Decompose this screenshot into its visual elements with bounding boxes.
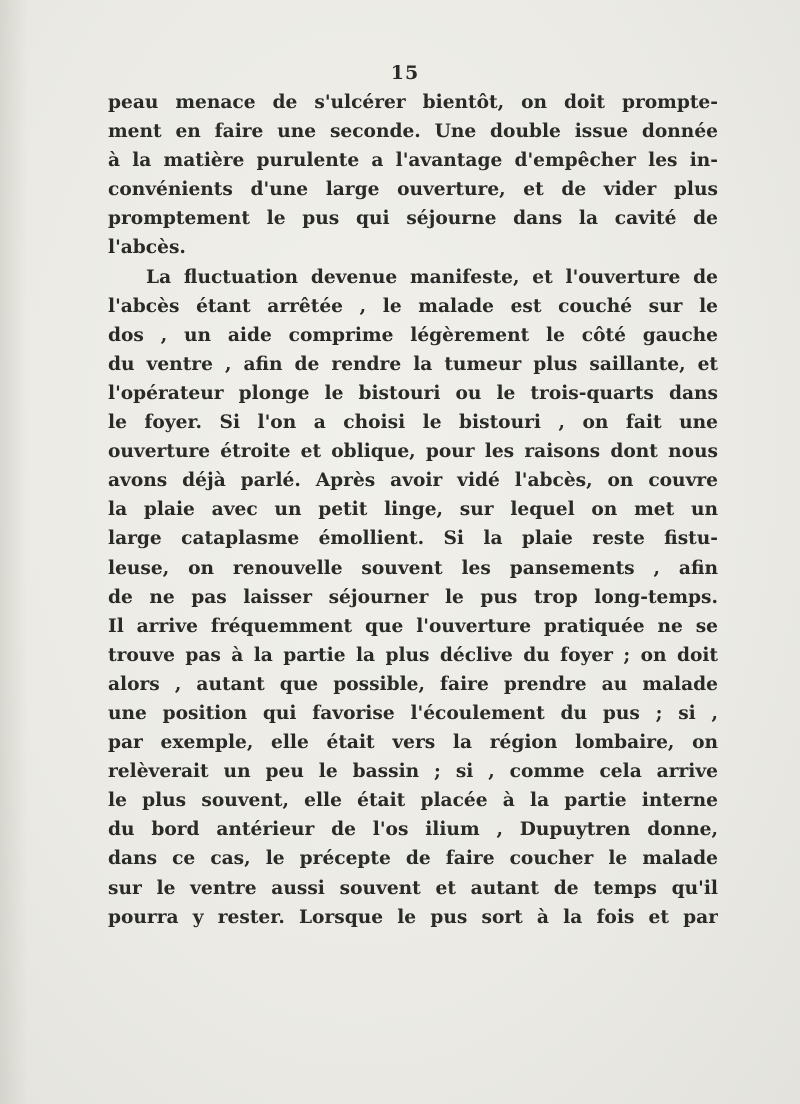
text-line: de ne pas laisser séjourner le pus trop long-temps.	[108, 586, 718, 608]
page-edge-shadow	[0, 0, 28, 1104]
text-line: à la matière purulente a l'avantage d'empêcher les in-	[108, 150, 718, 172]
text-line: pourra y rester. Lorsque le pus sort à la fois et par	[108, 906, 718, 928]
text-line: large cataplasme émollient. Si la plaie reste fistu-	[108, 528, 718, 550]
text-line: promptement le pus qui séjourne dans la cavité de	[108, 208, 718, 230]
text-line: ouverture étroite et oblique, pour les raisons dont nous	[108, 441, 718, 463]
text-line: dans ce cas, le précepte de faire coucher le malade	[108, 848, 718, 870]
body-text	[108, 88, 718, 932]
text-line: trouve pas à la partie la plus déclive du foyer ; on doit	[108, 644, 718, 666]
text-line: l'abcès étant arrêtée , le malade est couché sur le	[108, 295, 718, 317]
text-line: l'abcès.	[108, 237, 186, 259]
text-line: une position qui favorise l'écoulement du pus ; si ,	[108, 702, 718, 724]
text-line: relèverait un peu le bassin ; si , comme cela arrive	[108, 761, 718, 783]
text-line: avons déjà parlé. Après avoir vidé l'abcès, on couvre	[108, 470, 718, 492]
text-line: La fluctuation devenue manifeste, et l'ouverture de	[146, 266, 718, 288]
text-line: peau menace de s'ulcérer bientôt, on doit prompte-	[108, 92, 718, 113]
page-number: 15	[390, 62, 420, 84]
text-line: l'opérateur plonge le bistouri ou le trois-quarts dans	[108, 382, 718, 404]
text-line: leuse, on renouvelle souvent les pansements , afin	[108, 557, 718, 579]
text-line: la plaie avec un petit linge, sur lequel on met un	[108, 499, 718, 521]
text-line: du ventre , afin de rendre la tumeur plus saillante, et	[108, 353, 718, 375]
text-line: par exemple, elle était vers la région lombaire, on	[108, 732, 718, 754]
text-line: ment en faire une seconde. Une double issue donnée	[108, 121, 718, 143]
text-line: Il arrive fréquemment que l'ouverture pratiquée ne se	[108, 615, 718, 637]
text-line: du bord antérieur de l'os ilium , Dupuytren donne,	[108, 819, 718, 841]
text-line: alors , autant que possible, faire prendre au malade	[108, 673, 718, 695]
text-line: sur le ventre aussi souvent et autant de temps qu'il	[108, 877, 718, 899]
text-line: dos , un aide comprime légèrement le côté gauche	[108, 324, 718, 346]
text-line: le foyer. Si l'on a choisi le bistouri , on fait une	[108, 412, 718, 434]
text-line: le plus souvent, elle était placée à la partie interne	[108, 790, 718, 812]
text-line: convénients d'une large ouverture, et de vider plus	[108, 179, 718, 201]
